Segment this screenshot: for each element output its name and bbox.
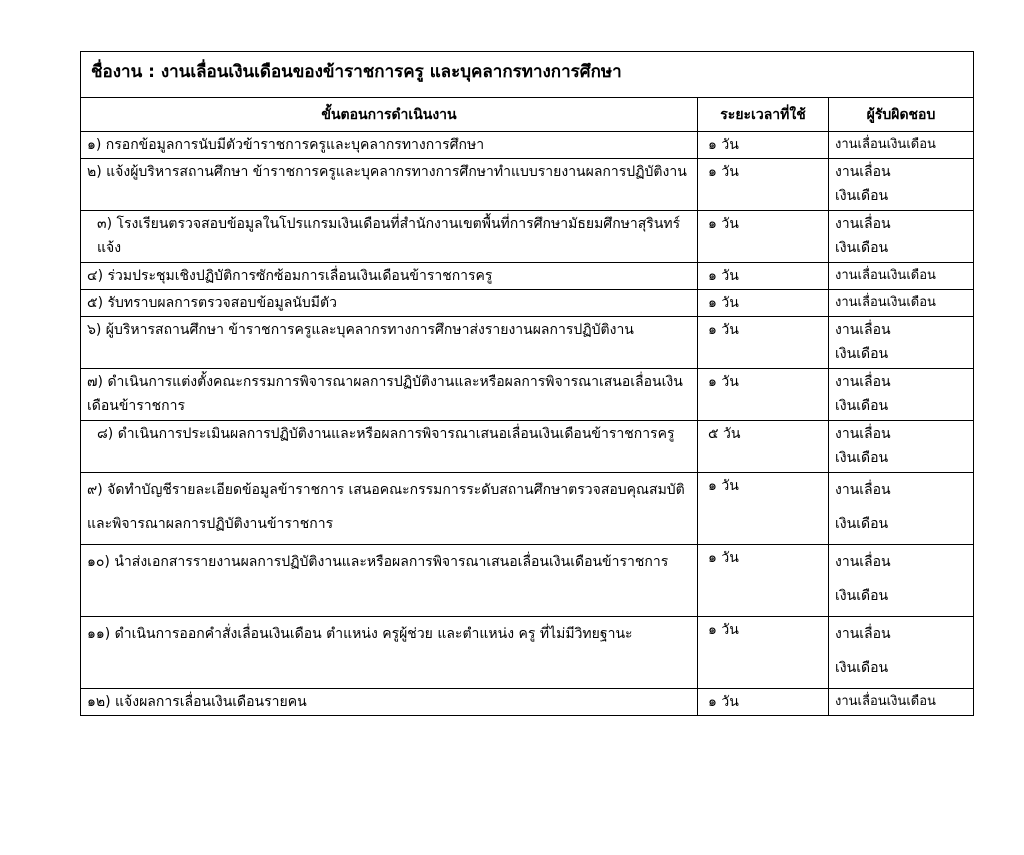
step-cell: ๕) รับทราบผลการตรวจสอบข้อมูลนับมีตัว xyxy=(81,290,698,317)
duration-cell: ๑ วัน xyxy=(698,132,829,159)
duration-cell: ๑ วัน xyxy=(698,211,829,263)
responsible-cell xyxy=(829,263,974,290)
responsible-cell xyxy=(829,617,974,689)
responsible-line: งานเลื่อนเงินเดือน xyxy=(835,137,936,152)
table-row xyxy=(81,545,974,617)
table-row xyxy=(81,689,974,716)
responsible-line: เงินเดือน xyxy=(835,240,889,256)
step-cell: ๑๑) ดำเนินการออกคำสั่งเลื่อนเงินเดือน ตำแหน่ง ครูผู้ช่วย และตำแหน่ง ครู ที่ไม่มีวิทยฐานะ xyxy=(81,617,698,689)
step-cell: ๒) แจ้งผู้บริหารสถานศึกษา ข้าราชการครูและบุคลากรทางการศึกษาทำแบบรายงานผลการปฏิบัติงาน xyxy=(81,159,698,211)
responsible-line: งานเลื่อน xyxy=(835,626,891,642)
responsible-line: เงินเดือน xyxy=(835,660,889,676)
responsible-line: งานเลื่อน xyxy=(835,426,891,442)
responsible-cell xyxy=(829,132,974,159)
step-cell: ๓) โรงเรียนตรวจสอบข้อมูลในโปรแกรมเงินเดือนที่สำนักงานเขตพื้นที่การศึกษามัธยมศึกษาสุรินทร์แจ้ง xyxy=(81,211,698,263)
step-cell: ๑) กรอกข้อมูลการนับมีตัวข้าราชการครูและบุคลากรทางการศึกษา xyxy=(81,132,698,159)
duration-cell: ๑ วัน xyxy=(698,617,829,689)
responsible-cell xyxy=(829,545,974,617)
responsible-cell xyxy=(829,211,974,263)
duration-cell: ๑ วัน xyxy=(698,369,829,421)
table-row xyxy=(81,263,974,290)
table-row xyxy=(81,132,974,159)
header-duration: ระยะเวลาที่ใช้ xyxy=(698,98,829,132)
responsible-line: เงินเดือน xyxy=(835,346,889,362)
responsible-line: งานเลื่อนเงินเดือน xyxy=(835,268,936,283)
table-row xyxy=(81,421,974,473)
header-step: ขั้นตอนการดำเนินงาน xyxy=(81,98,698,132)
table-row xyxy=(81,617,974,689)
duration-cell: ๑ วัน xyxy=(698,290,829,317)
responsible-line: เงินเดือน xyxy=(835,188,889,204)
table-row xyxy=(81,290,974,317)
responsible-line: งานเลื่อน xyxy=(835,216,891,232)
responsible-cell xyxy=(829,421,974,473)
responsible-line: เงินเดือน xyxy=(835,588,889,604)
responsible-cell xyxy=(829,473,974,545)
responsible-line: เงินเดือน xyxy=(835,450,889,466)
responsible-line: งานเลื่อนเงินเดือน xyxy=(835,295,936,310)
table-row xyxy=(81,369,974,421)
duration-cell: ๑ วัน xyxy=(698,263,829,290)
step-cell: ๘) ดำเนินการประเมินผลการปฏิบัติงานและหรือผลการพิจารณาเสนอเลื่อนเงินเดือนข้าราชการครู xyxy=(81,421,698,473)
responsible-cell xyxy=(829,159,974,211)
step-cell: ๔) ร่วมประชุมเชิงปฏิบัติการซักซ้อมการเลื่อนเงินเดือนข้าราชการครู xyxy=(81,263,698,290)
responsible-cell xyxy=(829,689,974,716)
duration-cell: ๑ วัน xyxy=(698,545,829,617)
responsible-line: งานเลื่อน xyxy=(835,322,891,338)
step-cell: ๖) ผู้บริหารสถานศึกษา ข้าราชการครูและบุคลากรทางการศึกษาส่งรายงานผลการปฏิบัติงาน xyxy=(81,317,698,369)
responsible-line: งานเลื่อน xyxy=(835,374,891,390)
responsible-cell xyxy=(829,317,974,369)
step-cell: ๙) จัดทำบัญชีรายละเอียดข้อมูลข้าราชการ เสนอคณะกรรมการระดับสถานศึกษาตรวจสอบคุณสมบัติและพิจารณาผลการปฏิบัติงานข้าราชการ xyxy=(81,473,698,545)
table-row xyxy=(81,317,974,369)
responsible-line: เงินเดือน xyxy=(835,398,889,414)
responsible-line: งานเลื่อนเงินเดือน xyxy=(835,694,936,709)
responsible-line: งานเลื่อน xyxy=(835,164,891,180)
header-row xyxy=(81,98,974,132)
table-row xyxy=(81,159,974,211)
step-cell: ๗) ดำเนินการแต่งตั้งคณะกรรมการพิจารณาผลการปฏิบัติงานและหรือผลการพิจารณาเสนอเลื่อนเงินเดือนข้าราชการ xyxy=(81,369,698,421)
responsible-line: งานเลื่อน xyxy=(835,482,891,498)
duration-cell: ๑ วัน xyxy=(698,159,829,211)
title-row xyxy=(81,52,974,98)
header-responsible: ผู้รับผิดชอบ xyxy=(829,98,974,132)
step-cell: ๑๐) นำส่งเอกสารรายงานผลการปฏิบัติงานและหรือผลการพิจารณาเสนอเลื่อนเงินเดือนข้าราชการ xyxy=(81,545,698,617)
table-row xyxy=(81,211,974,263)
duration-cell: ๑ วัน xyxy=(698,473,829,545)
duration-cell: ๕ วัน xyxy=(698,421,829,473)
responsible-cell xyxy=(829,290,974,317)
duration-cell: ๑ วัน xyxy=(698,689,829,716)
duration-cell: ๑ วัน xyxy=(698,317,829,369)
workflow-table xyxy=(80,51,974,716)
responsible-line: เงินเดือน xyxy=(835,516,889,532)
table-title: ชื่องาน : งานเลื่อนเงินเดือนของข้าราชการครู และบุคลากรทางการศึกษา xyxy=(81,52,974,98)
responsible-cell xyxy=(829,369,974,421)
table-row xyxy=(81,473,974,545)
responsible-line: งานเลื่อน xyxy=(835,554,891,570)
step-cell: ๑๒) แจ้งผลการเลื่อนเงินเดือนรายคน xyxy=(81,689,698,716)
